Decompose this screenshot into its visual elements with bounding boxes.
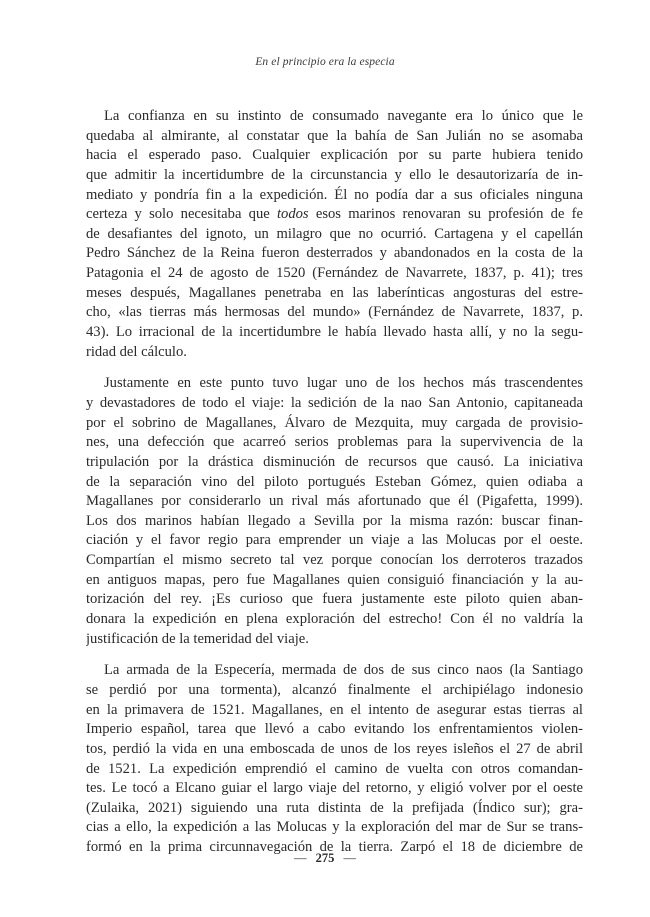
text-line: meses después, Magallanes penetraba en las laberínticas angosturas del estre-	[86, 284, 583, 301]
text-line: Compartían el mismo secreto tal vez porque conocían los derroteros trazados	[86, 552, 583, 569]
text-line: formó en la prima circunnavegación de la tierra. Zarpó el 18 de diciembre de	[86, 839, 583, 856]
text-line: torización del rey. ¡Es curioso que fuera justamente este piloto quien aban-	[86, 591, 583, 608]
text-line: certeza y solo necesitaba que todos esos marinos renovaran su profesión de fe	[86, 206, 583, 223]
text-line: por el sobrino de Magallanes, Álvaro de Mezquita, muy cargada de provisio-	[86, 414, 583, 431]
text-line: en la primavera de 1521. Magallanes, en el intento de asegurar estas tierras al	[86, 701, 583, 718]
emphasis-word: todos	[276, 206, 309, 223]
text-line: cho, «las tierras más hermosas del mundo» (Fernández de Navarrete, 1837, p.	[86, 304, 583, 321]
text-line: Patagonia el 24 de agosto de 1520 (Fernández de Navarrete, 1837, p. 41); tres	[86, 265, 583, 282]
text-line: Magallanes por considerarlo un rival más afortunado que él (Pigafetta, 1999).	[86, 493, 583, 510]
text-line: tes. Le tocó a Elcano guiar el largo viaje del retorno, y eligió volver por el oeste	[86, 780, 583, 797]
text-line: y devastadores de todo el viaje: la sedición de la nao San Antonio, capitaneada	[86, 394, 583, 411]
text-line: donara la expedición en plena exploración del estrecho! Con él no valdría la	[86, 611, 583, 628]
paragraph-gap	[86, 362, 583, 374]
text-line: cias a ello, la expedición a las Molucas y la exploración del mar de Sur se trans-	[86, 819, 583, 836]
text-line: 43). Lo irracional de la incertidumbre le había llevado hasta allí, y no la segu-	[86, 324, 583, 341]
text-line: mediato y pondría fin a la expedición. Él no podía dar a sus oficiales ninguna	[86, 186, 583, 203]
body-text	[86, 107, 583, 858]
text-line: Los dos marinos habían llegado a Sevilla por la misma razón: buscar finan-	[86, 512, 583, 529]
folio-dash-left: —	[294, 851, 307, 865]
paragraph-1	[86, 107, 583, 362]
text-line: de desafiantes del ignoto, un milagro que no ocurrió. Cartagena y el capellán	[86, 225, 583, 242]
text-line: quedaba al almirante, al constatar que la bahía de San Julián no se asomaba	[86, 127, 583, 144]
text-line: se perdió por una tormenta), alcanzó finalmente el archipiélago indonesio	[86, 681, 583, 698]
text-line: Imperio español, tarea que llevó a cabo evitando los enfrentamientos violen-	[86, 721, 583, 738]
paragraph-3	[86, 661, 583, 857]
paragraph-2	[86, 374, 583, 649]
text-line: que admitir la incertidumbre de la circunstancia y ello le desautorizaría de in-	[86, 166, 583, 183]
text-line: La confianza en su instinto de consumado navegante era lo único que le	[104, 108, 583, 124]
text-line: hacia el esperado paso. Cualquier explicación por su parte hubiera tenido	[86, 147, 583, 164]
text-line: de la separación vino del piloto portugués Esteban Gómez, quien odiaba a	[86, 473, 583, 490]
text-line: de 1521. La expedición emprendió el camino de vuelta con otros comandan-	[86, 760, 583, 777]
page-footer	[0, 851, 650, 866]
paragraph-gap	[86, 649, 583, 661]
text-line: en antiguos mapas, pero fue Magallanes quien consiguió financiación y la au-	[86, 571, 583, 588]
running-header: En el principio era la especia	[255, 56, 395, 68]
text-line: ridad del cálculo.	[86, 343, 187, 360]
text-line: (Zulaika, 2021) siguiendo una ruta distinta de la prefijada (Índico sur); gra-	[86, 799, 583, 816]
text-line: La armada de la Especería, mermada de dos de sus cinco naos (la Santiago	[104, 662, 583, 679]
folio-dash-right: —	[343, 851, 356, 865]
page-number: 275	[315, 851, 335, 865]
text-line: tripulación por la drástica disminución de recursos que causó. La iniciativa	[86, 453, 583, 470]
text-line: tos, perdió la vida en una emboscada de unos de los reyes isleños el 27 de abril	[86, 740, 583, 757]
text-line: Justamente en este punto tuvo lugar uno de los hechos más trascendentes	[104, 375, 583, 392]
text-line: justificación de la temeridad del viaje.	[86, 630, 309, 647]
text-line: nes, una defección que acarreó serios problemas para la supervivencia de la	[86, 434, 583, 451]
text-line: Pedro Sánchez de la Reina fueron desterrados y abandonados en la costa de la	[86, 245, 583, 262]
text-line: ciación y el favor regio para emprender un viaje a las Molucas por el oeste.	[86, 532, 583, 549]
